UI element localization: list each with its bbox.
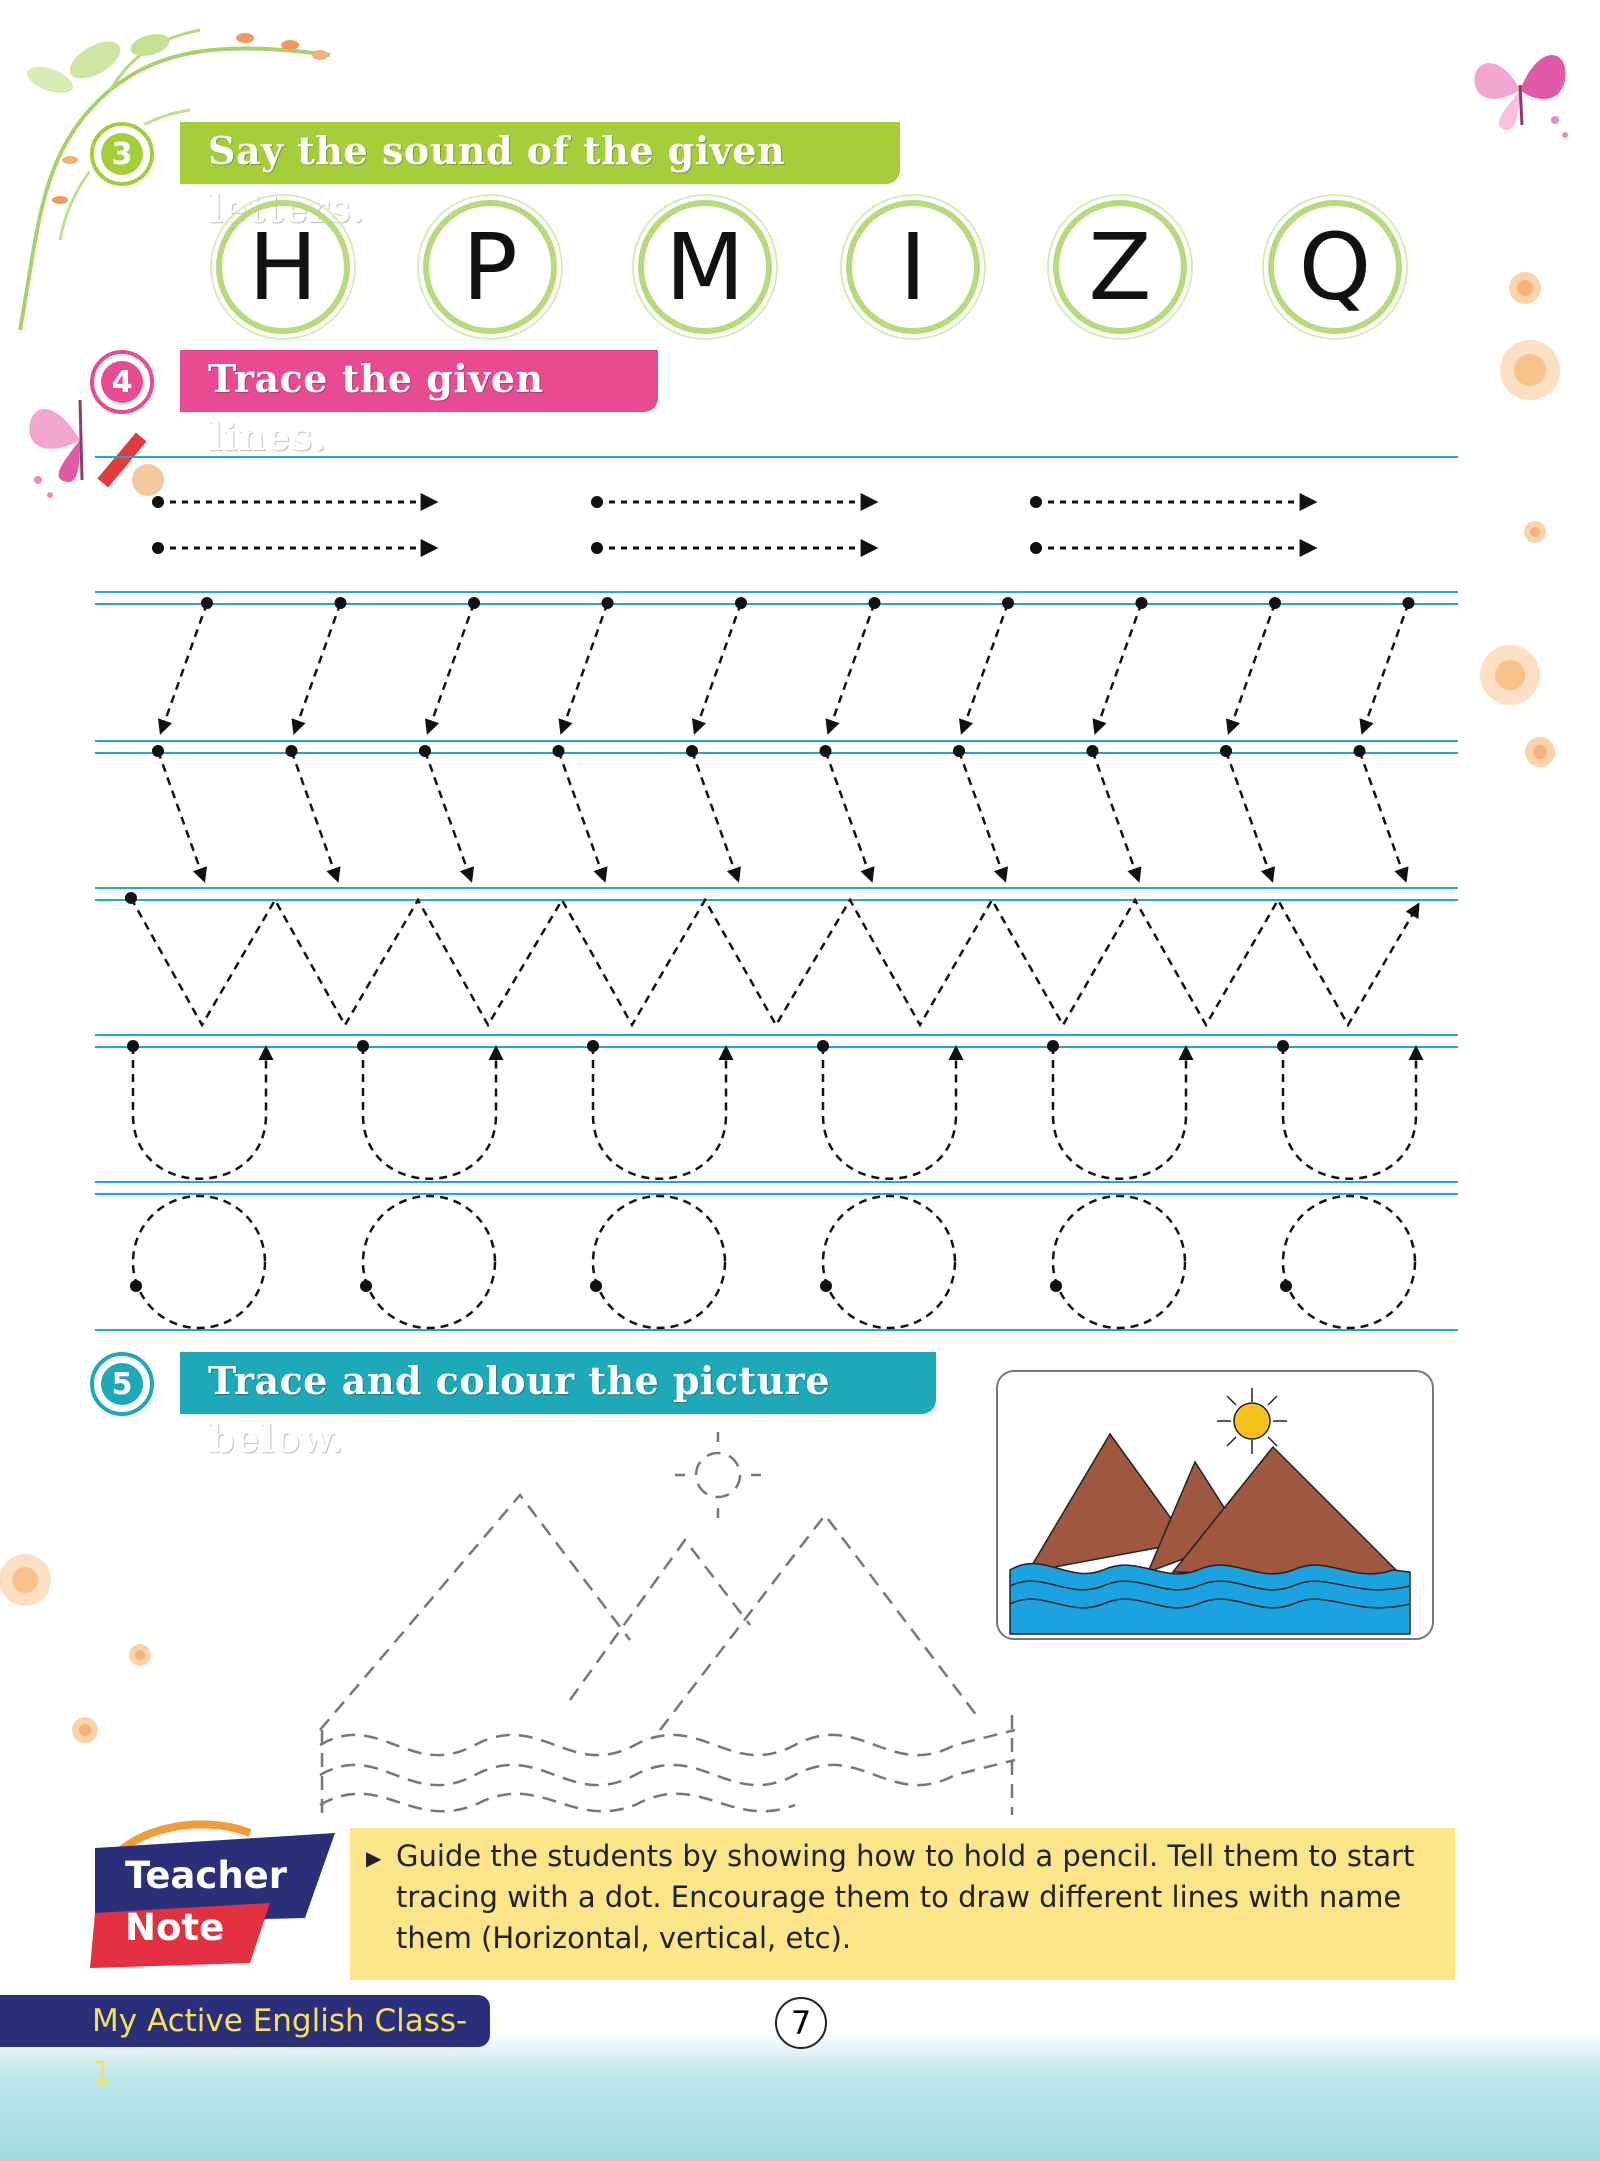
note-label: Note	[125, 1906, 225, 1949]
start-dot	[1047, 1040, 1059, 1052]
start-dot	[125, 892, 137, 904]
trace-circle	[1053, 1196, 1185, 1328]
trace-u-shape	[363, 1046, 496, 1179]
start-dot	[820, 1280, 832, 1292]
bullet-arrow-icon: ▶	[366, 1846, 382, 1870]
start-dot	[591, 542, 603, 554]
question-number-label: 3	[101, 133, 143, 175]
start-dot	[360, 1280, 372, 1292]
start-dot	[953, 745, 965, 757]
trace-diagonal-line	[826, 751, 872, 880]
trace-diagonal-line	[829, 603, 875, 732]
trace-u-shape	[1283, 1046, 1416, 1179]
section-4-title: Trace the given lines.	[180, 350, 658, 412]
trace-diagonal-line	[1360, 751, 1406, 880]
start-dot	[587, 1040, 599, 1052]
trace-diagonal-line	[428, 603, 474, 732]
start-dot	[820, 745, 832, 757]
trace-u-shape	[1053, 1046, 1186, 1179]
start-dot	[130, 1280, 142, 1292]
trace-circle	[823, 1196, 955, 1328]
teacher-label: Teacher	[125, 1854, 288, 1897]
start-dot	[1087, 745, 1099, 757]
start-dot	[152, 745, 164, 757]
start-dot	[735, 597, 747, 609]
start-dot	[1280, 1280, 1292, 1292]
start-dot	[201, 597, 213, 609]
start-dot	[1277, 1040, 1289, 1052]
trace-diagonal-line	[692, 751, 738, 880]
teacher-note-label	[125, 1850, 287, 1954]
start-dot	[1030, 542, 1042, 554]
book-title: My Active English Class- 1	[0, 1995, 490, 2047]
start-dot	[357, 1040, 369, 1052]
start-dot	[553, 745, 565, 757]
trace-circle	[1283, 1196, 1415, 1328]
start-dot	[869, 597, 881, 609]
start-dot	[590, 1280, 602, 1292]
trace-diagonal-line	[1363, 603, 1409, 732]
trace-diagonal-line	[1229, 603, 1275, 732]
teacher-note-box	[350, 1828, 1455, 1980]
letter-circle: H	[248, 213, 318, 321]
start-dot	[686, 745, 698, 757]
trace-diagonal-line	[1093, 751, 1139, 880]
trace-diagonal-line	[562, 603, 608, 732]
teacher-note-text: Guide the students by showing how to hold a pencil. Tell them to start tracing with a dot. Encourage them to draw different lines with name them (Horizontal, vertical, etc).	[396, 1839, 1415, 1955]
trace-circle	[133, 1196, 265, 1328]
start-dot	[1050, 1280, 1062, 1292]
trace-diagonal-line	[559, 751, 605, 880]
start-dot	[1030, 496, 1042, 508]
trace-diagonal-line	[962, 603, 1008, 732]
start-dot	[152, 496, 164, 508]
trace-u-shape	[593, 1046, 726, 1179]
trace-circle	[363, 1196, 495, 1328]
start-dot	[1220, 745, 1232, 757]
trace-diagonal-line	[158, 751, 204, 880]
start-dot	[152, 542, 164, 554]
trace-diagonal-line	[161, 603, 207, 732]
question-number-label: 5	[101, 1363, 143, 1405]
start-dot	[468, 597, 480, 609]
start-dot	[817, 1040, 829, 1052]
trace-picture	[300, 1410, 1030, 1830]
trace-diagonal-line	[695, 603, 741, 732]
section-5-title: Trace and colour the picture below.	[180, 1352, 936, 1414]
start-dot	[1269, 597, 1281, 609]
reference-picture-frame	[996, 1370, 1434, 1640]
start-dot	[1002, 597, 1014, 609]
letter-circle: M	[665, 213, 745, 321]
letter-circle: Z	[1088, 213, 1152, 321]
trace-diagonal-line	[1226, 751, 1272, 880]
reference-picture	[998, 1372, 1432, 1638]
start-dot	[1136, 597, 1148, 609]
trace-diagonal-line	[1096, 603, 1142, 732]
trace-diagonal-line	[292, 751, 338, 880]
start-dot	[335, 597, 347, 609]
start-dot	[1403, 597, 1415, 609]
start-dot	[127, 1040, 139, 1052]
letter-circle: P	[462, 213, 518, 321]
start-dot	[591, 496, 603, 508]
letter-circle: Q	[1298, 213, 1372, 321]
page-number: 7	[775, 1997, 827, 2049]
section-3-title: Say the sound of the given letters.	[180, 122, 900, 184]
trace-diagonal-line	[425, 751, 471, 880]
question-number-5	[90, 1352, 154, 1416]
trace-circle	[593, 1196, 725, 1328]
start-dot	[1354, 745, 1366, 757]
trace-diagonal-line	[959, 751, 1005, 880]
trace-u-shape	[823, 1046, 956, 1179]
trace-diagonal-line	[295, 603, 341, 732]
question-number-label: 4	[101, 361, 143, 403]
start-dot	[602, 597, 614, 609]
start-dot	[286, 745, 298, 757]
footer-wash	[0, 2030, 1600, 2161]
start-dot	[419, 745, 431, 757]
trace-u-shape	[133, 1046, 266, 1179]
letter-circle: I	[899, 213, 927, 321]
